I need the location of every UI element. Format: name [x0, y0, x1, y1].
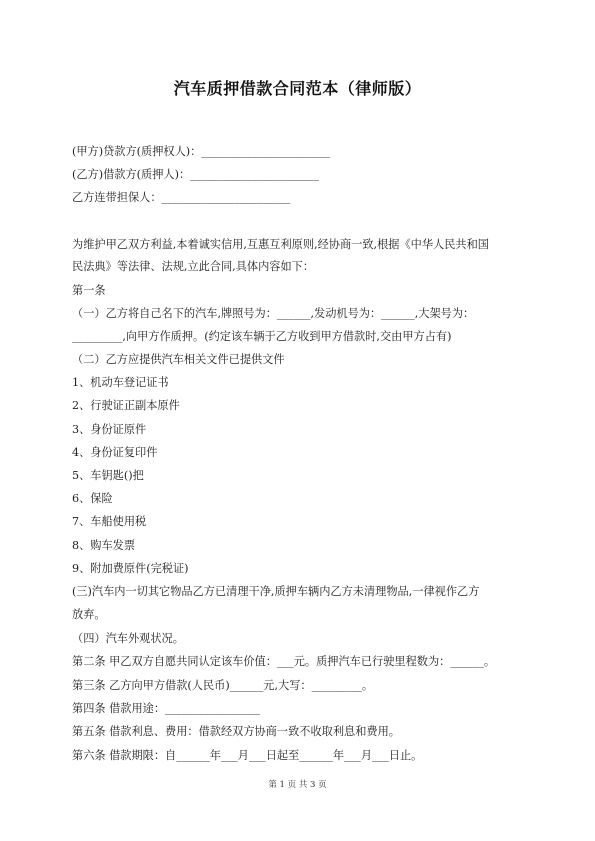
contract-line: 第二条 甲乙双方自愿共同认定该车价值：___元。质押汽车已行驶里程数为：______。 — [72, 655, 496, 668]
contract-line: 为维护甲乙双方利益,本着诚实信用,互惠互利原则,经协商一致,根据《中华人民共和国 — [72, 238, 489, 251]
contract-line: 3、身份证原件 — [72, 423, 147, 436]
page-footer: 第 1 页 共 3 页 — [268, 780, 327, 790]
contract-line: 8、购车发票 — [72, 539, 136, 552]
party-guarantor — [72, 190, 529, 206]
contract-line: 7、车船使用税 — [72, 515, 147, 528]
contract-line: 第四条 借款用途：_________________ — [72, 702, 261, 715]
party-borrower — [72, 167, 529, 183]
party-guarantor-blank: _______________________ — [161, 191, 291, 204]
contract-line: 第五条 借款利息、费用：借款经双方协商一致不收取利息和费用。 — [72, 725, 400, 738]
contract-line: 2、行驶证正副本原件 — [72, 399, 180, 412]
contract-line: 民法典》等法律、法规,立此合同,具体内容如下： — [72, 260, 315, 273]
contract-line: （一）乙方将自己名下的汽车,牌照号为：______,发动机号为：______,大架号为： — [72, 307, 475, 320]
contract-line: 4、身份证复印件 — [72, 446, 158, 459]
contract-line: （二）乙方应提供汽车相关文件已提供文件 — [72, 353, 285, 366]
contract-line: 第三条 乙方向甲方借款(人民币)______元,大写：_________。 — [72, 679, 374, 692]
contract-line: _________,向甲方作质押。(约定该车辆于乙方收到甲方借款时,交由甲方占有) — [72, 330, 452, 343]
contract-line: 9、附加费原件(完税证) — [72, 562, 189, 575]
contract-line: （四）汽车外观状况。 — [72, 632, 184, 645]
contract-line: 5、车钥匙()把 — [72, 469, 144, 482]
document-title: 汽车质押借款合同范本（律师版） — [173, 79, 422, 98]
party-lender-blank: _______________________ — [201, 145, 330, 158]
contract-line: 6、保险 — [72, 492, 113, 505]
party-lender-label: (甲方)贷款方(质押权人)： — [72, 145, 202, 158]
party-borrower-blank: _______________________ — [190, 168, 319, 181]
contract-line: (三)汽车内一切其它物品乙方已清理干净,质押车辆内乙方未清理物品,一律视作乙方 — [72, 585, 480, 598]
contract-line: 第一条 — [72, 284, 106, 297]
party-guarantor-label: 乙方连带担保人： — [72, 191, 162, 204]
party-lender — [72, 144, 529, 160]
contract-line: 放弃。 — [72, 608, 106, 621]
contract-line: 1、机动车登记证书 — [72, 376, 169, 389]
party-borrower-label: (乙方)借款方(质押人)： — [72, 168, 191, 181]
contract-line: 第六条 借款期限：自______年___月___日起至______年___月___日止。 — [72, 749, 423, 762]
